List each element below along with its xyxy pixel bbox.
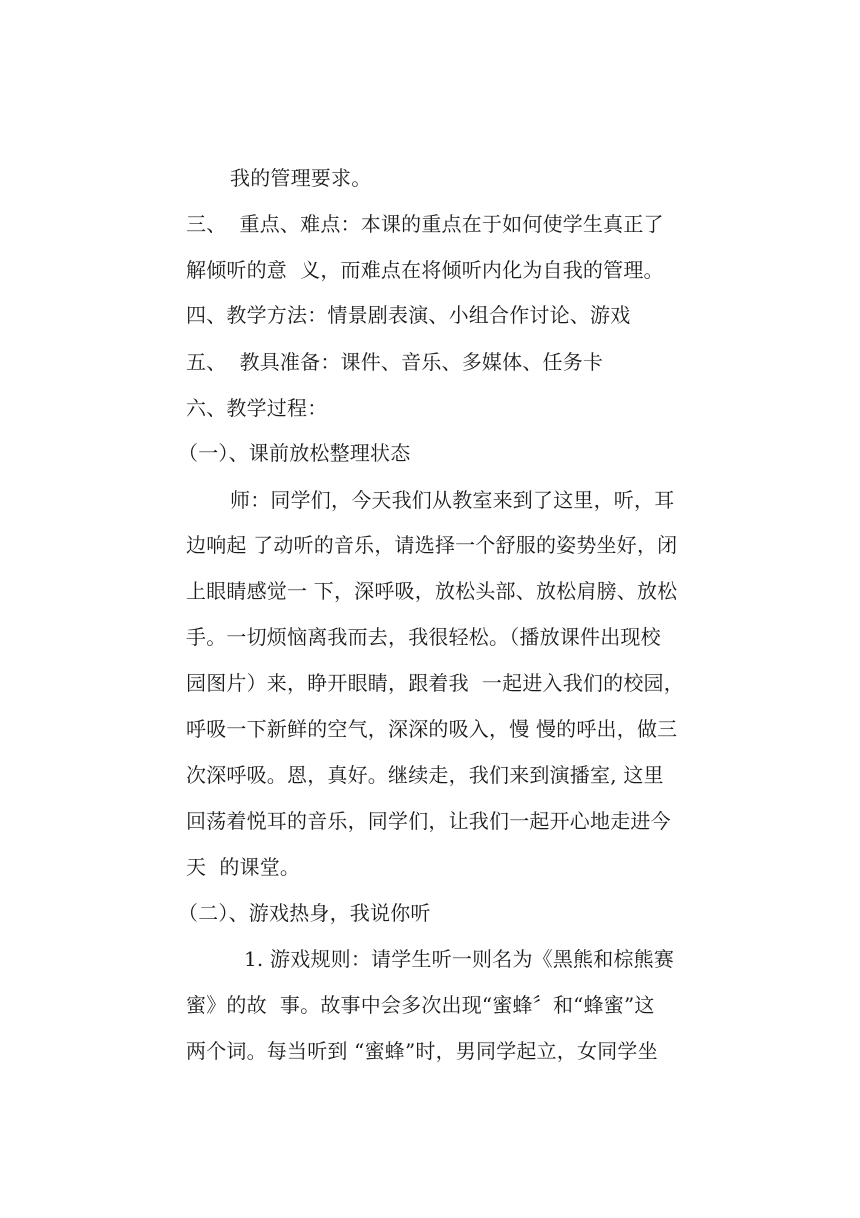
- text-line: 回荡着悦耳的音乐，同学们，让我们一起开心地走进今: [186, 809, 671, 833]
- text-line: 手。一切烦恼离我而去，我很轻松。（播放课件出现校: [186, 625, 661, 649]
- text-line: 天 的课堂。: [186, 855, 301, 879]
- section-heading-materials: 五、 教具准备：课件、音乐、多媒体、任务卡: [186, 350, 604, 374]
- text-line: 我的管理要求。: [230, 166, 372, 190]
- subsection-heading-relax: （一）、课前放松整理状态: [178, 441, 411, 465]
- text-line: 呼吸一下新鲜的空气，深深的吸入，慢 慢的呼出，做三: [186, 717, 678, 741]
- text-line: 园图片）来，睁开眼睛，跟着我 一起进入我们的校园，: [186, 671, 684, 695]
- text-line: 解倾听的意 义，而难点在将倾听内化为自我的管理。: [186, 258, 664, 282]
- text-line: 次深呼吸。恩，真好。继续走，我们来到演播室, 这里: [186, 763, 664, 787]
- text-line: 1. 游戏规则：请学生听一则名为《黑熊和棕熊赛: [244, 947, 675, 971]
- section-heading-key-points: 三、 重点、难点：本课的重点在于如何使学生真正了: [186, 212, 664, 236]
- text-line: 上眼睛感觉一 下，深呼吸，放松头部、放松肩膀、放松: [186, 579, 678, 603]
- text-line: 边响起 了动听的音乐，请选择一个舒服的姿势坐好，闭: [186, 533, 678, 557]
- section-heading-process: 六、教学过程：: [186, 396, 328, 420]
- text-line: 两个词。每当听到 “蜜蜂”时，男同学起立，女同学坐: [186, 1039, 658, 1063]
- section-heading-methods: 四、教学方法：情景剧表演、小组合作讨论、游戏: [186, 303, 631, 327]
- subsection-heading-game: （二）、游戏热身，我说你听: [178, 901, 431, 925]
- text-line: 师：同学们，今天我们从教室来到了这里，听，耳: [230, 488, 675, 512]
- text-line: 蜜》的故 事。故事中会多次出现“蜜蜂〞和“蜂蜜”这: [186, 993, 655, 1017]
